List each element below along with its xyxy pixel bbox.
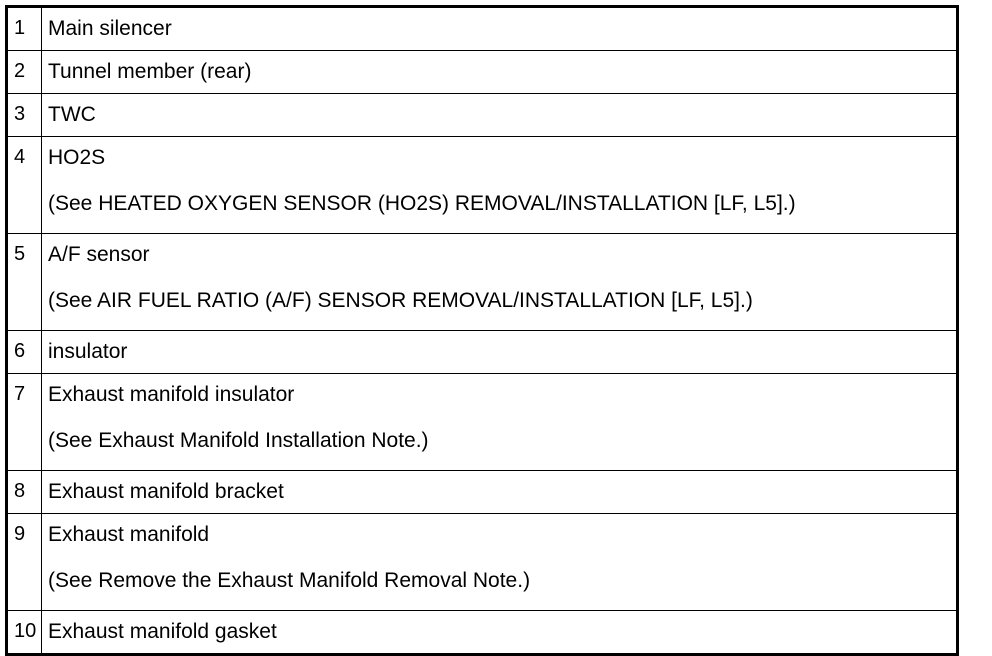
part-number: 8 (7, 471, 42, 514)
part-description (42, 234, 958, 331)
part-description (42, 374, 958, 471)
table-row (7, 471, 958, 514)
table-row (7, 94, 958, 137)
part-description (42, 7, 958, 51)
part-number: 3 (7, 94, 42, 137)
table-row (7, 514, 958, 611)
part-description (42, 611, 958, 655)
table-row (7, 611, 958, 655)
part-number: 2 (7, 51, 42, 94)
part-number: 7 (7, 374, 42, 471)
part-number: 9 (7, 514, 42, 611)
part-name: Exhaust manifold (48, 523, 210, 546)
part-name: insulator (48, 340, 128, 363)
part-description (42, 51, 958, 94)
part-description (42, 94, 958, 137)
part-name: Main silencer (48, 17, 172, 40)
part-description (42, 514, 958, 611)
table-row (7, 51, 958, 94)
part-name: Tunnel member (rear) (48, 60, 252, 83)
procedure-reference: (See Remove the Exhaust Manifold Removal Note.) (48, 569, 531, 592)
procedure-reference: (See HEATED OXYGEN SENSOR (HO2S) REMOVAL/INSTALLATION [LF, L5].) (48, 192, 796, 215)
procedure-reference: (See AIR FUEL RATIO (A/F) SENSOR REMOVAL/INSTALLATION [LF, L5].) (48, 289, 753, 312)
part-description (42, 331, 958, 374)
part-name: TWC (48, 103, 96, 126)
part-number: 10 (7, 611, 42, 655)
part-name: Exhaust manifold insulator (48, 383, 295, 406)
procedure-reference: (See Exhaust Manifold Installation Note.) (48, 429, 429, 452)
part-name: Exhaust manifold gasket (48, 620, 277, 643)
table-row (7, 374, 958, 471)
part-name: A/F sensor (48, 243, 150, 266)
part-name: Exhaust manifold bracket (48, 480, 284, 503)
part-number: 1 (7, 7, 42, 51)
part-number: 6 (7, 331, 42, 374)
table-row (7, 331, 958, 374)
table-row (7, 234, 958, 331)
part-description (42, 471, 958, 514)
part-number: 5 (7, 234, 42, 331)
parts-legend-table (5, 5, 959, 656)
part-number: 4 (7, 137, 42, 234)
table-row (7, 137, 958, 234)
part-description (42, 137, 958, 234)
table-row (7, 7, 958, 51)
part-name: HO2S (48, 146, 106, 169)
